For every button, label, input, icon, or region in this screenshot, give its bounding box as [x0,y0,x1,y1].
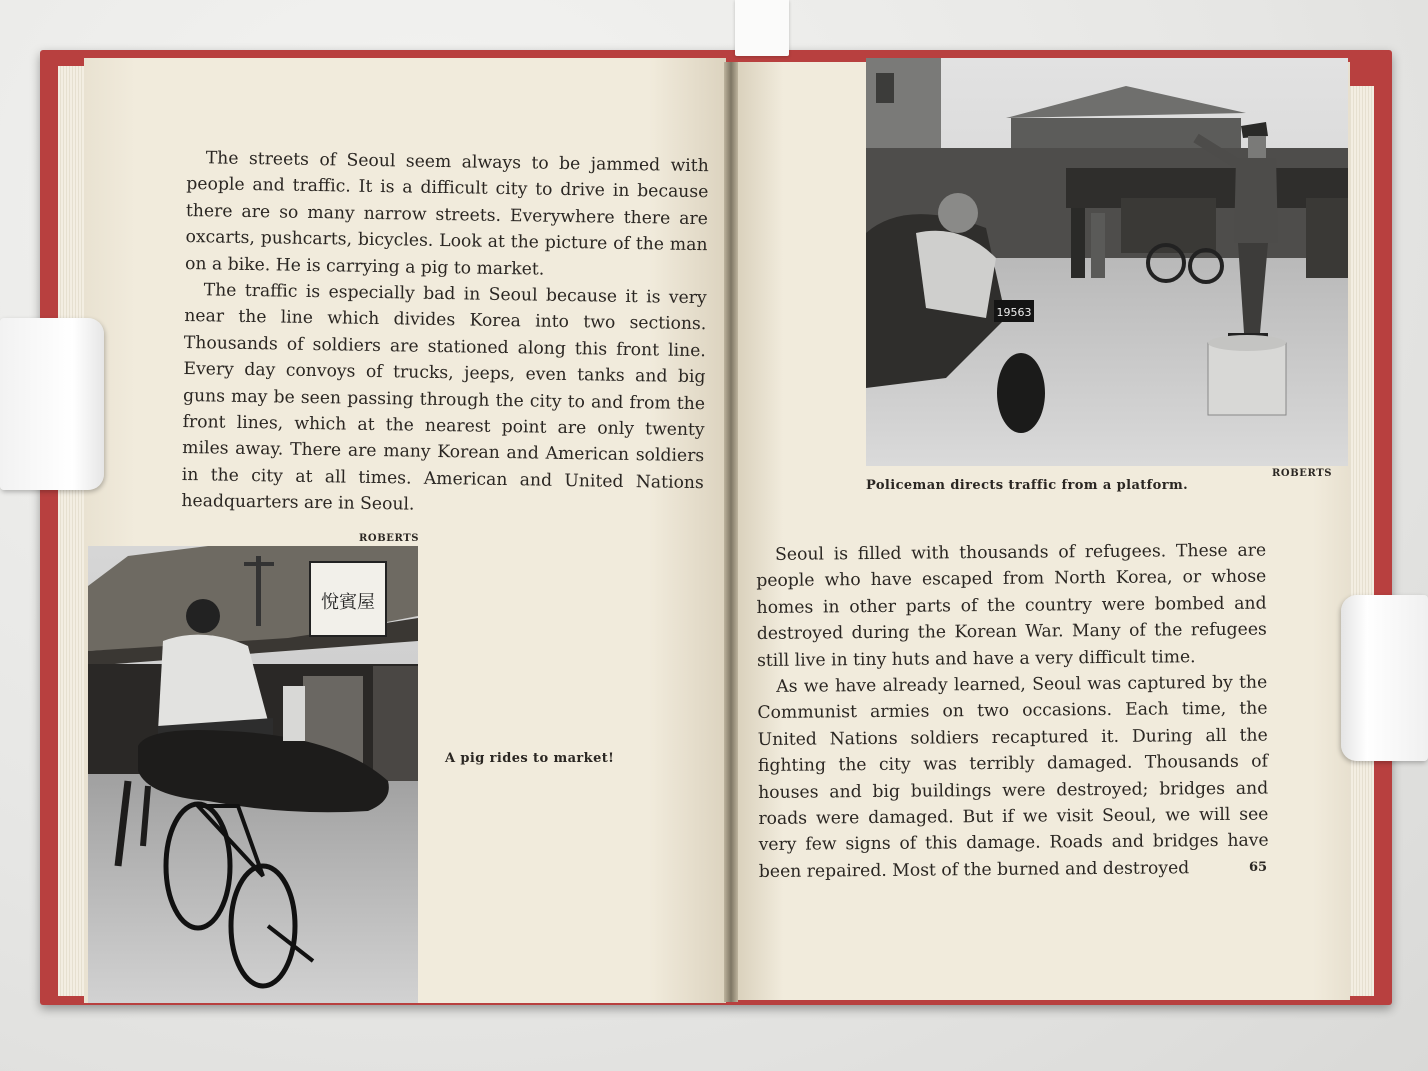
shop-sign-text: 悅賓屋 [321,592,375,613]
pig-bike-photo [88,546,418,1003]
photo-credit: ROBERTS [1272,468,1333,479]
paragraph: Seoul is filled with thousands of refugees. These are people who have escaped from North Korea, or whose homes in other parts of the country were bombed and destroyed during the Korean War. Many of the refugees still live in tiny huts and have a very difficult time. [756,540,1267,671]
photo-credit: ROBERTS [359,533,420,544]
photo-caption: A pig rides to market! [445,751,615,766]
policeman-illustration [866,58,1348,466]
paragraph: The traffic is especially bad in Seoul because it is very near the line which divides Korea into two sections. Thousands of soldiers are stationed along this front line. Every day convoys of trucks, jeeps, even tanks and big guns may be seen passing through the city to and from the front lines, which at the nearest point are only twenty miles away. There are many Korean and American soldiers in the city at all times. American and United Nations headquarters are in Seoul. [181,280,707,515]
left-page-edges [58,66,86,996]
paragraph: As we have already learned, Seoul was captured by the Communist armies on two occasions. Each time, the United Nations soldiers recaptured it. During all the fighting the city was terribly damaged. Thousands of houses and big buildings were destroyed; bridges and roads were damaged. But if we visit Seoul, we will see very few signs of this damage. Roads and bridges have been repaired. Most of the burned and destroyed [757,672,1269,882]
paragraph: The streets of Seoul seem always to be jammed with people and traffic. It is a difficult city to drive in because there are so many narrow streets. Everywhere there are oxcarts, pushcarts, bicycles. Look at the picture of the man on a bike. He is carrying a pig to market. [184,148,709,280]
right-page-body [756,538,1269,886]
pig-bike-illustration [88,546,418,1003]
right-page-clip [1341,595,1428,761]
page-number: 65 [1249,860,1268,875]
photo-caption: Policeman directs traffic from a platform. [866,478,1189,493]
book-gutter [724,62,738,1002]
license-plate-text: 19563 [996,306,1032,319]
left-page-clip [0,318,104,490]
paper-bookmark [735,0,789,56]
right-page-edges [1348,86,1374,996]
left-page-body [181,145,709,523]
policeman-traffic-photo [866,58,1348,466]
